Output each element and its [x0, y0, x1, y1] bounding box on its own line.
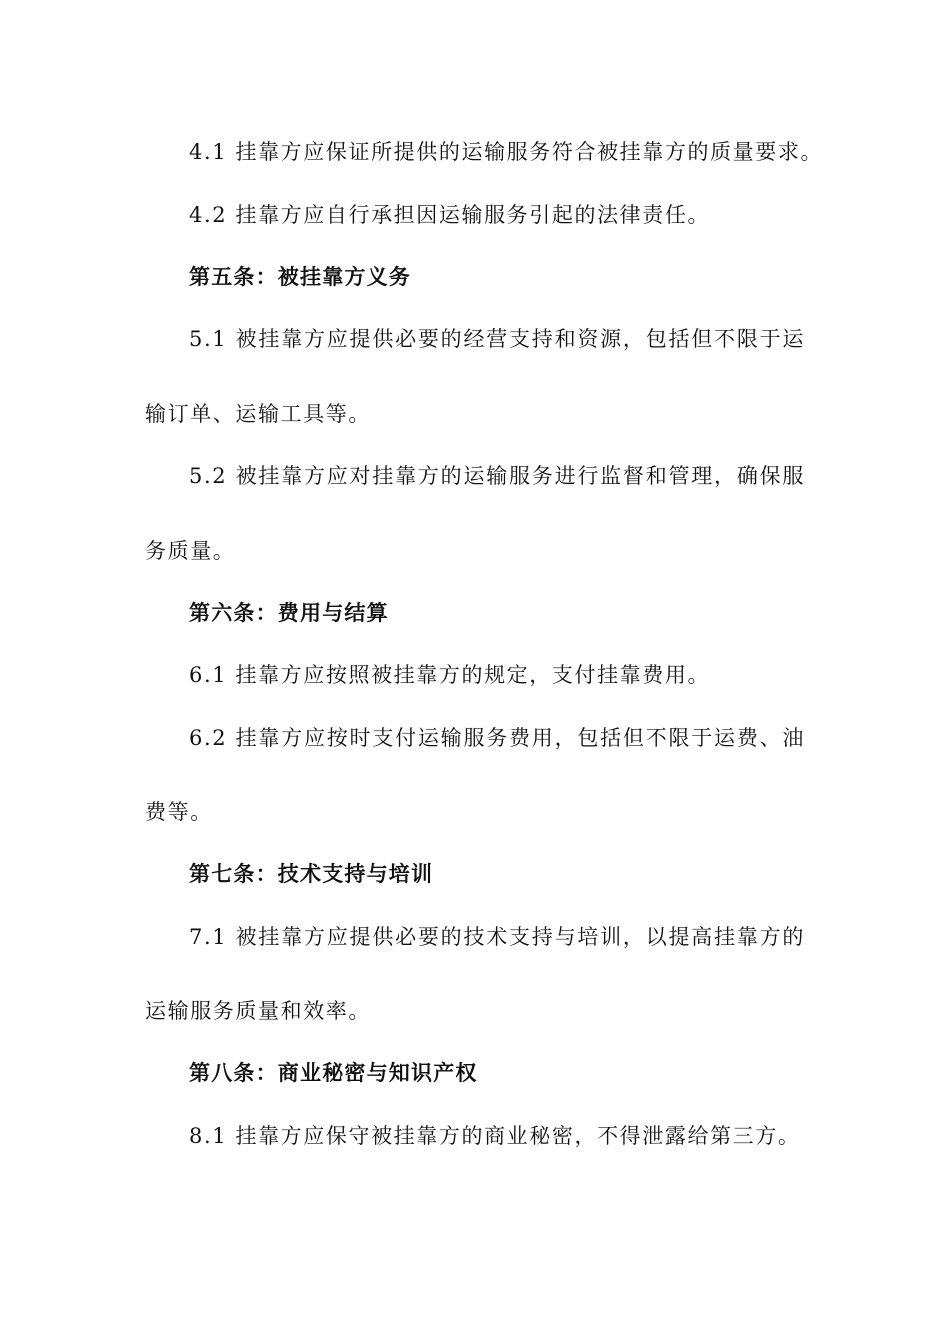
clause-6-2-line-2: 费等。: [145, 800, 213, 824]
article-8-heading: 第八条：商业秘密与知识产权: [189, 1061, 478, 1085]
clause-6-1: 6.1 挂靠方应按照被挂靠方的规定，支付挂靠费用。: [189, 663, 711, 687]
clause-5-2-line-2: 务质量。: [145, 539, 236, 563]
clause-5-1-line-1: 5.1 被挂靠方应提供必要的经营支持和资源，包括但不限于运: [189, 327, 805, 351]
clause-4-1: 4.1 挂靠方应保证所提供的运输服务符合被挂靠方的质量要求。: [189, 140, 824, 164]
clause-8-1: 8.1 挂靠方应保守被挂靠方的商业秘密，不得泄露给第三方。: [189, 1124, 801, 1148]
clause-6-2-line-1: 6.2 挂靠方应按时支付运输服务费用，包括但不限于运费、油: [189, 726, 805, 750]
clause-5-2-line-1: 5.2 被挂靠方应对挂靠方的运输服务进行监督和管理，确保服: [189, 464, 805, 488]
article-6-heading: 第六条：费用与结算: [189, 601, 389, 625]
clause-7-1-line-2: 运输服务质量和效率。: [145, 999, 371, 1023]
clause-7-1-line-1: 7.1 被挂靠方应提供必要的技术支持与培训，以提高挂靠方的: [189, 925, 805, 949]
clause-4-2: 4.2 挂靠方应自行承担因运输服务引起的法律责任。: [189, 203, 711, 227]
article-5-heading: 第五条：被挂靠方义务: [189, 265, 411, 289]
article-7-heading: 第七条：技术支持与培训: [189, 862, 434, 886]
clause-5-1-line-2: 输订单、运输工具等。: [145, 402, 371, 426]
